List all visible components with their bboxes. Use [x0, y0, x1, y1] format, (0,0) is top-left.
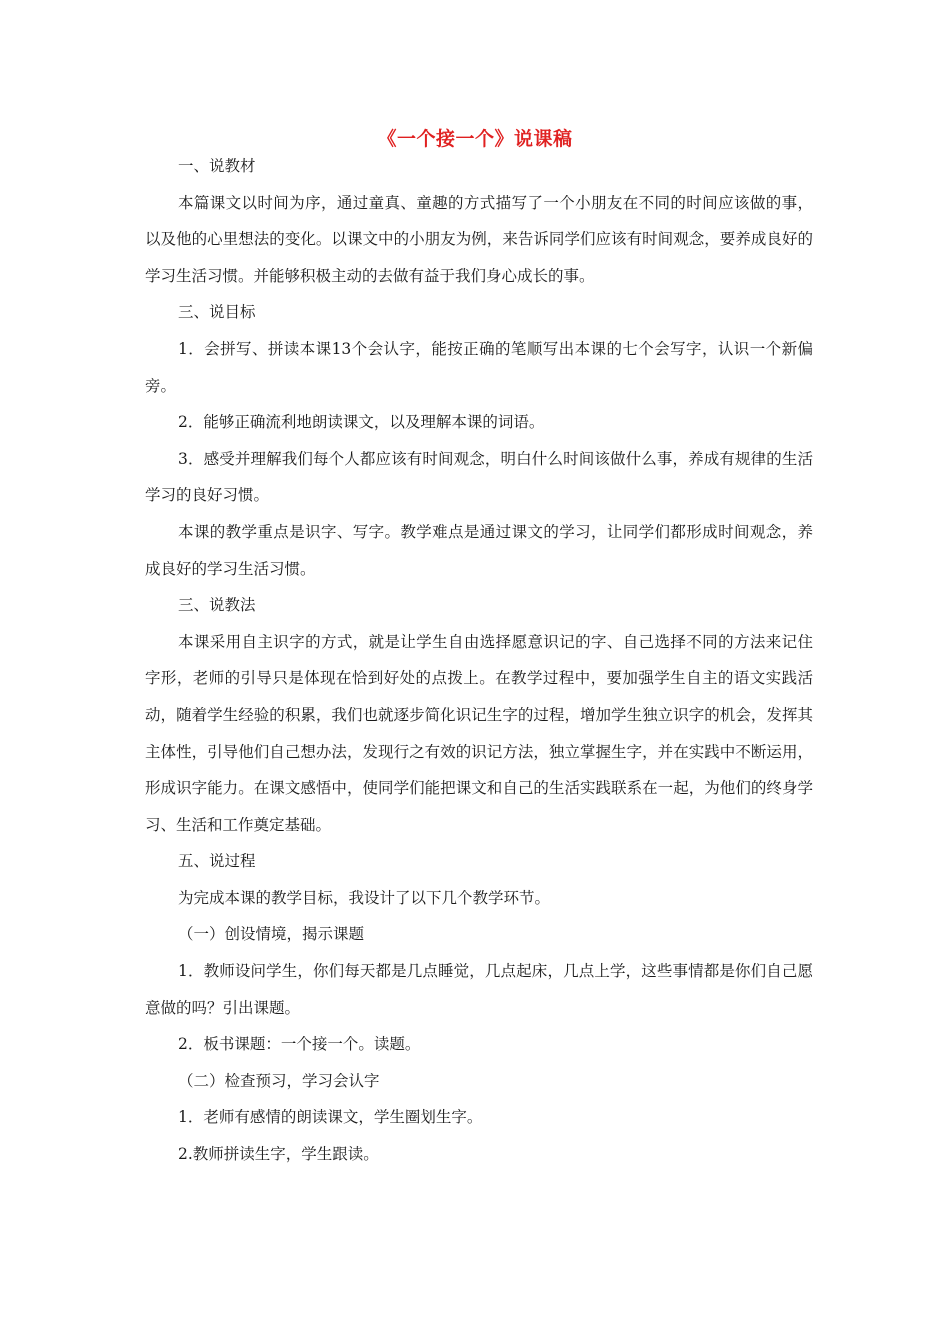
- document-title: 《一个接一个》说课稿: [377, 128, 573, 150]
- objective-item-1: 1．会拼写、拼读本课13个会认字，能按正确的笔顺写出本课的七个会写字，认识一个新偏旁。: [145, 339, 813, 395]
- paragraph-teaching-method: 本课采用自主识字的方式，就是让学生自由选择愿意识记的字、自己选择不同的方法来记住字形，老师的引导只是体现在恰到好处的点拨上。在教学过程中，要加强学生自主的语文实践活动，随着学生经验的积累，我们也就逐步简化识记生字的过程，增加学生独立识字的机会，发挥其主体性，引导他们自己想办法，发现行之有效的识记方法，独立掌握生字，并在实践中不断运用，形成识字能力。在课文感悟中，使同学们能把课文和自己的生活实践联系在一起，为他们的终身学习、生活和工作奠定基础。: [145, 632, 813, 834]
- heading-objectives: 三、说目标: [178, 303, 256, 322]
- paragraph-key-points: 本课的教学重点是识字、写字。教学难点是通过课文的学习，让同学们都形成时间观念，养成良好的学习生活习惯。: [145, 522, 813, 578]
- heading-teaching-method: 三、说教法: [178, 596, 256, 615]
- objective-item-2: 2．能够正确流利地朗读课文，以及理解本课的词语。: [178, 413, 545, 432]
- heading-teaching-material: 一、说教材: [178, 157, 256, 175]
- step-2-item-1: 1．老师有感情的朗读课文，学生圈划生字。: [178, 1108, 483, 1127]
- paragraph-teaching-material: 本篇课文以时间为序，通过童真、童趣的方式描写了一个小朋友在不同的时间应该做的事，以及他的心里想法的变化。以课文中的小朋友为例，来告诉同学们应该有时间观念，要养成良好的学习生活习惯。并能够积极主动的去做有益于我们身心成长的事。: [145, 193, 813, 285]
- subheading-step-2: （二）检查预习，学习会认字: [178, 1071, 380, 1090]
- heading-process: 五、说过程: [178, 852, 256, 871]
- document-body: [145, 148, 813, 1173]
- step-1-item-2: 2．板书课题：一个接一个。读题。: [178, 1035, 421, 1054]
- paragraph-process-intro: 为完成本课的教学目标，我设计了以下几个教学环节。: [178, 888, 551, 907]
- subheading-step-1: （一）创设情境，揭示课题: [178, 925, 365, 944]
- objective-item-3: 3．感受并理解我们每个人都应该有时间观念，明白什么时间该做什么事，养成有规律的生活学习的良好习惯。: [145, 449, 813, 505]
- step-1-item-1: 1．教师设问学生，你们每天都是几点睡觉，几点起床，几点上学，这些事情都是你们自己愿意做的吗？引出课题。: [145, 962, 813, 1017]
- step-2-item-2: 2.教师拼读生字，学生跟读。: [178, 1145, 379, 1164]
